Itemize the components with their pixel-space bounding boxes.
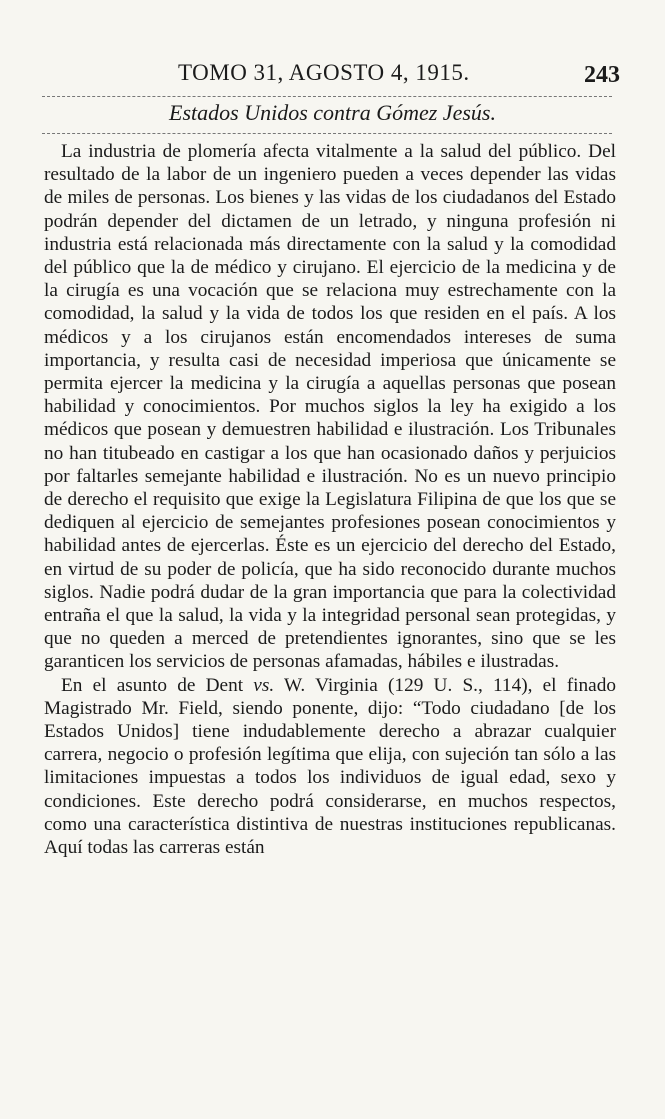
page-header: [60, 60, 620, 92]
running-title: TOMO 31, AGOSTO 4, 1915.: [178, 60, 470, 85]
header-rule-bottom: [42, 133, 612, 134]
paragraph-2-start: En el asunto de Dent: [61, 674, 254, 696]
paragraph-2-rest: W. Virginia (129 U. S., 114), el finado Magistrado Mr. Field, siendo ponente, dijo: “Todo ciudadano [de los Estados Unidos] tiene indudablemente derecho a abrazar cualquier carrera, negocio o profesión legítima que elija, con sujeción tan sólo a las limitaciones impuestas a todos los individuos de igual edad, sexo y condiciones. Este derecho podrá considerarse, en muchos respectos, como una característica distintiva de nuestras instituciones republicanas. Aquí todas las carreras están: [44, 674, 616, 859]
versus-abbreviation: vs.: [253, 674, 275, 696]
paragraph-1: La industria de plomería afecta vitalmente a la salud del público. Del resultado de la labor de un ingeniero pueden a veces depender las vidas de miles de personas. Los bienes y las vidas de los ciudadanos del Estado podrán depender del dictamen de un letrado, y ninguna profesión ni industria está relacionada más directamente con la salud y la comodidad del público que la de médico y cirujano. El ejercicio de la medicina y de la cirugía es una vocación que se relaciona muy estrechamente con la comodidad, la salud y la vida de todos los que residen en el país. A los médicos y a los cirujanos están encomendados intereses de suma importancia, y resulta casi de necesidad imperiosa que únicamente se permita ejercer la medicina y la cirugía a aquellas personas que posean habilidad y conocimientos. Por muchos siglos la ley ha exigido a los médicos que posean y demuestren habilidad e ilustración. Los Tribunales no han titubeado en castigar a los que han ocasionado daños y perjuicios por faltarles semejante habilidad e ilustración. No es un nuevo principio de derecho el requisito que exige la Legislatura Filipina de que los que se dediquen al ejercicio de semejantes profesiones posean conocimientos y habilidad antes de ejercerlas. Éste es un ejercicio del derecho del Estado, en virtud de su poder de policía, que ha sido reconocido durante muchos siglos. Nadie podrá dudar de la gran importancia que para la colectividad entraña el que la salud, la vida y la integridad personal sean protegidas, y que no queden a merced de pretendientes ignorantes, sino que se les garanticen los servicios de personas afamadas, hábiles e ilustradas.: [44, 141, 616, 673]
page-number: 243: [584, 62, 620, 88]
paragraph-2: [44, 674, 616, 860]
case-title: Estados Unidos contra Gómez Jesús.: [169, 100, 496, 125]
header-rule-top: [42, 96, 612, 97]
body-text: [44, 140, 616, 859]
